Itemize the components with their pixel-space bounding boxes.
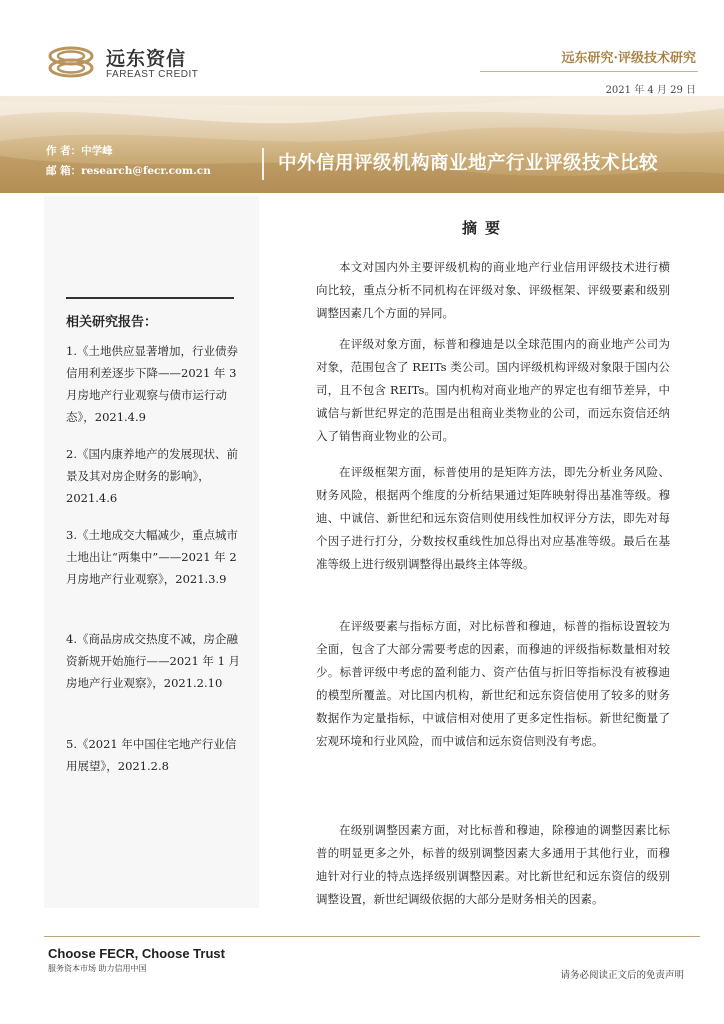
abstract-paragraph: 本文对国内外主要评级机构的商业地产行业信用评级技术进行横向比较，重点分析不同机构在评级对象、评级框架、评级要素和级别调整因素几个方面的异同。 [316, 260, 670, 320]
related-reports-heading: 相关研究报告： [66, 315, 158, 330]
related-report-item[interactable]: 1.《土地供应显著增加，行业债券信用利差逐步下降——2021 年 3 月房地产行业观察与债市运行动态》，2021.4.9 [66, 344, 238, 424]
related-report-item[interactable]: 2.《国内康养地产的发展现状、前景及其对房企财务的影响》，2021.4.6 [66, 447, 238, 505]
disclaimer-note: 请务必阅读正文后的免责声明 [560, 970, 684, 981]
logo-chinese-name: 远东资信 [106, 48, 187, 70]
abstract-paragraph: 在评级要素与指标方面，对比标普和穆迪，标普的指标设置较为全面，包含了大部分需要考虑的因素，而穆迪的评级指标数量相对较少。标普评级中考虑的盈利能力、资产估值与折旧等指标没有被穆迪的模型所覆盖。对比国内机构，新世纪和远东资信使用了较多的财务数据作为定量指标，中诚信相对使用了更多定性指标。新世纪衡量了宏观环境和行业风险，而中诚信和远东资信则没有考虑。 [316, 619, 670, 748]
logo-mark-icon [44, 42, 100, 82]
related-report-item[interactable]: 5.《2021 年中国住宅地产行业信用展望》，2021.2.8 [66, 737, 237, 773]
report-series: 远东研究·评级技术研究 [561, 51, 696, 66]
logo-english-name: FAREAST CREDIT [106, 69, 199, 80]
company-logo [44, 42, 244, 82]
abstract-paragraph: 在评级框架方面，标普使用的是矩阵方法，即先分析业务风险、财务风险，根据两个维度的分析结果通过矩阵映射得出基准等级。穆迪、中诚信、新世纪和远东资信则使用线性加权评分方法，即先对每个因子进行打分，分数按权重线性加总得出对应基准等级。最后在基准等级上进行级别调整得出最终主体等级。 [316, 465, 670, 571]
sidebar-divider [66, 297, 234, 299]
author-email: 邮 箱：research@fecr.com.cn [46, 165, 211, 177]
page-title: 中外信用评级机构商业地产行业评级技术比较 [278, 153, 659, 174]
abstract-paragraph: 在级别调整因素方面，对比标普和穆迪，除穆迪的调整因素比标普的明显更多之外，标普的级别调整因素大多通用于其他行业，而穆迪针对行业的特点选择级别调整因素。对比新世纪和远东资信的级别调整设置，新世纪调级依据的大部分是财务相关的因素。 [316, 823, 670, 906]
related-report-item[interactable]: 4.《商品房成交热度不减，房企融资新规开始施行——2021 年 1 月房地产行业观察》，2021.2.10 [66, 632, 241, 690]
title-separator [262, 148, 264, 180]
author: 作 者：中学峰 [46, 145, 113, 157]
footer-divider [44, 936, 700, 937]
abstract-paragraph: 在评级对象方面，标普和穆迪是以全球范围内的商业地产公司为对象，范围包含了 REITs 类公司。国内评级机构评级对象限于国内公司，且不包含 REITs。国内机构对商业地产的界定也有细节差异，中诚信与新世纪界定的范围是出租商业类物业的公司，而远东资信还纳入了销售商业物业的公司。 [316, 337, 670, 443]
abstract-heading: 摘要 [462, 219, 509, 237]
footer-tagline: 服务资本市场 助力信用中国 [48, 964, 147, 973]
footer-slogan: Choose FECR, Choose Trust [48, 946, 225, 961]
related-report-item[interactable]: 3.《土地成交大幅减少，重点城市土地出让“两集中”——2021 年 2 月房地产行业观察》，2021.3.9 [66, 528, 238, 586]
header-divider [480, 71, 698, 72]
report-date: 2021 年 4 月 29 日 [605, 85, 696, 96]
